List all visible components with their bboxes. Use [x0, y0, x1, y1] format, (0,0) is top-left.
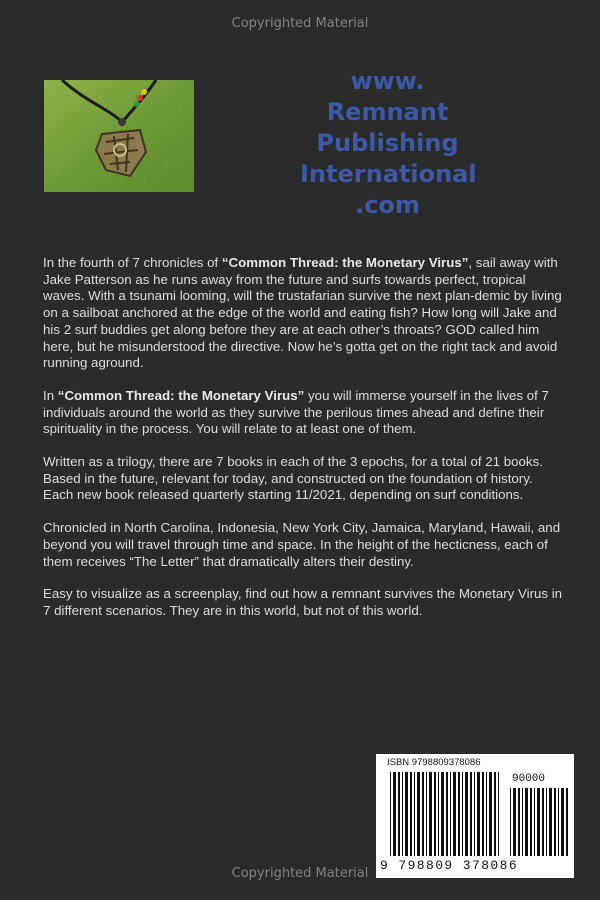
book-title-bold: “Common Thread: the Monetary Virus”	[57, 387, 305, 403]
paragraph-1	[43, 255, 563, 372]
barcode-bar	[522, 788, 523, 856]
barcode-bar	[398, 772, 400, 856]
barcode-bar	[453, 772, 456, 856]
text: In the fourth of 7 chronicles of	[43, 255, 222, 270]
website-url-line: Remnant	[326, 98, 449, 126]
barcode-bar	[561, 788, 564, 856]
barcode-bar	[534, 788, 535, 856]
barcode-bar	[417, 772, 420, 856]
text: , sail away with Jake Patterson as he runs away from the future and surfs towards perfect, tropical waves. With a tsunami looming, will the trustafarian survive the next plan-demic by living on a sailboat anchored at the edge of the world and eating fish? How long will Jake and his 2 surf buddies get along before they are at each other’s throats? GOD called him here, but he misunderstood the directive. Now he’s gotta get on the right tack and avoid running aground.	[43, 255, 562, 371]
isbn-label: ISBN 9798809378086	[387, 757, 481, 768]
barcode-bar	[510, 788, 511, 856]
barcode-bar	[410, 772, 412, 856]
barcode-bar	[542, 788, 544, 856]
barcode-bar	[470, 772, 472, 856]
price-code: 90000	[512, 773, 546, 785]
barcode-bar	[393, 772, 396, 856]
website-url	[300, 66, 475, 221]
barcode-bar	[530, 788, 532, 856]
isbn-barcode	[376, 754, 574, 878]
barcode-bar	[474, 772, 475, 856]
barcode-bar	[549, 788, 552, 856]
barcode-bar	[525, 788, 528, 856]
barcode-bar	[458, 772, 460, 856]
website-url-line: International	[300, 160, 477, 188]
barcode-bar	[498, 772, 499, 856]
website-url-line: Publishing	[316, 129, 459, 157]
barcode-bar	[446, 772, 448, 856]
book-description	[43, 255, 563, 636]
barcode-bar	[434, 772, 436, 856]
barcode-bar	[518, 788, 520, 856]
website-url-line: .com	[355, 191, 420, 219]
barcode-bar	[558, 788, 559, 856]
barcode-bar	[450, 772, 451, 856]
barcode-bar	[486, 772, 487, 856]
barcode-bar	[566, 788, 568, 856]
text: you will immerse yourself in the lives of 7 individuals around the world as they survive the perilous times ahead and define their spirituality in the process. You will relate to at least one of them.	[43, 387, 549, 437]
barcode-bar	[465, 772, 468, 856]
barcode-bar	[429, 772, 432, 856]
barcode-bar	[482, 772, 484, 856]
barcode-bar	[402, 772, 403, 856]
text: In	[43, 387, 58, 403]
barcode-bar	[477, 772, 480, 856]
paragraph-4: Chronicled in North Carolina, Indonesia, New York City, Jamaica, Maryland, Hawaii, and beyond you will travel through time and space. In the height of the hecticness, each of them receives “The Letter” that dramatically alters their destiny.	[43, 520, 561, 569]
barcode-bar	[414, 772, 415, 856]
barcode-bar	[537, 788, 540, 856]
barcode-bar	[438, 772, 439, 856]
barcode-bar	[462, 772, 463, 856]
website-url-line: www.	[350, 67, 425, 95]
barcode-bar	[422, 772, 424, 856]
paragraph-3: Written as a trilogy, there are 7 books in each of the 3 epochs, for a total of 21 books. Based in the future, relevant for today, and constructed on the foundation of history. Each new book released quarterly starting 11/2021, depending on surf conditions.	[43, 454, 543, 503]
watermark-bottom: Copyrighted Material	[231, 866, 369, 881]
paragraph-2	[43, 388, 563, 438]
barcode-bar	[426, 772, 427, 856]
barcode-bar	[513, 788, 516, 856]
book-title-bold: “Common Thread: the Monetary Virus”	[221, 255, 469, 270]
isbn-digits: 9 798809 378086	[380, 858, 519, 873]
barcode-bar	[441, 772, 444, 856]
barcode-bar	[546, 788, 547, 856]
barcode-bar	[405, 772, 408, 856]
barcode-bar	[554, 788, 556, 856]
watermark-top: Copyrighted Material	[231, 16, 369, 31]
barcode-bar	[489, 772, 492, 856]
barcode-bar	[390, 772, 391, 856]
barcode-bar	[494, 772, 496, 856]
paragraph-5: Easy to visualize as a screenplay, find out how a remnant survives the Monetary Virus in 7 different scenarios. They are in this world, but not of this world.	[43, 586, 563, 618]
pendant-photo	[44, 80, 194, 192]
